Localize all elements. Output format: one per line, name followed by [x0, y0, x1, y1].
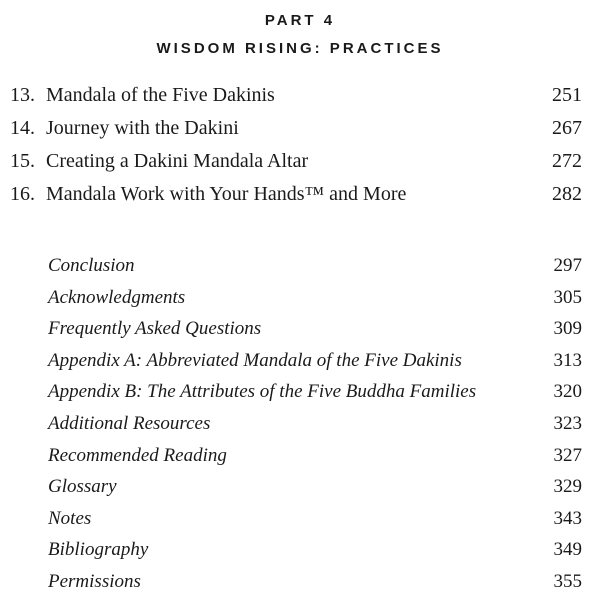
chapter-page-number: 251 — [552, 84, 582, 106]
entry-title: Additional Resources — [48, 412, 211, 434]
entry-page-number: 309 — [553, 318, 582, 340]
entry-page-number: 320 — [553, 381, 582, 403]
entry-title: Frequently Asked Questions — [48, 318, 262, 340]
back-matter-entry — [48, 567, 582, 599]
chapter-title: Mandala Work with Your Hands™ and More — [46, 183, 407, 205]
chapter-entry — [10, 80, 582, 113]
entry-page-number: 329 — [553, 476, 582, 498]
entry-page-number: 323 — [553, 412, 582, 434]
chapter-number: 14. — [10, 117, 35, 139]
entry-page-number: 355 — [553, 570, 582, 592]
back-matter-entry — [48, 377, 582, 409]
chapter-number: 15. — [10, 150, 35, 172]
entry-title: Appendix A: Abbreviated Mandala of the Five Dakinis — [48, 349, 462, 371]
entry-title: Conclusion — [48, 255, 135, 276]
chapter-page-number: 282 — [552, 183, 582, 205]
back-matter-entry — [48, 314, 582, 346]
chapter-title: Mandala of the Five Dakinis — [46, 84, 275, 106]
chapter-title: Creating a Dakini Mandala Altar — [46, 150, 309, 172]
part-label: PART 4 — [264, 12, 336, 29]
entry-page-number: 327 — [553, 444, 582, 466]
chapter-entry — [10, 113, 582, 146]
entry-page-number: 305 — [553, 286, 582, 308]
entry-page-number: 313 — [553, 349, 582, 371]
entry-title: Glossary — [48, 476, 117, 498]
chapter-number: 16. — [10, 183, 35, 205]
chapter-entry — [10, 146, 582, 179]
back-matter-entry — [48, 346, 582, 378]
entry-page-number: 297 — [553, 255, 582, 276]
entry-title: Recommended Reading — [48, 444, 227, 466]
entry-page-number: 343 — [553, 507, 582, 529]
chapter-list — [10, 80, 582, 212]
chapter-page-number: 272 — [552, 150, 582, 172]
back-matter-entry — [48, 535, 582, 567]
chapter-number: 13. — [10, 84, 35, 106]
back-matter-entry — [48, 409, 582, 441]
back-matter-entry — [48, 504, 582, 536]
back-matter-list — [48, 251, 582, 599]
chapter-title: Journey with the Dakini — [46, 117, 239, 139]
back-matter-entry — [48, 441, 582, 473]
entry-title: Acknowledgments — [48, 286, 186, 308]
back-matter-entry — [48, 251, 582, 283]
chapter-entry — [10, 179, 582, 212]
back-matter-entry — [48, 472, 582, 504]
entry-title: Appendix B: The Attributes of the Five Buddha Families — [48, 381, 477, 403]
entry-title: Notes — [48, 507, 92, 529]
chapter-page-number: 267 — [552, 117, 582, 139]
entry-title: Permissions — [48, 570, 141, 592]
entry-page-number: 349 — [553, 539, 582, 561]
entry-title: Bibliography — [48, 539, 149, 561]
back-matter-entry — [48, 283, 582, 315]
part-title: WISDOM RISING: PRACTICES — [156, 40, 444, 57]
